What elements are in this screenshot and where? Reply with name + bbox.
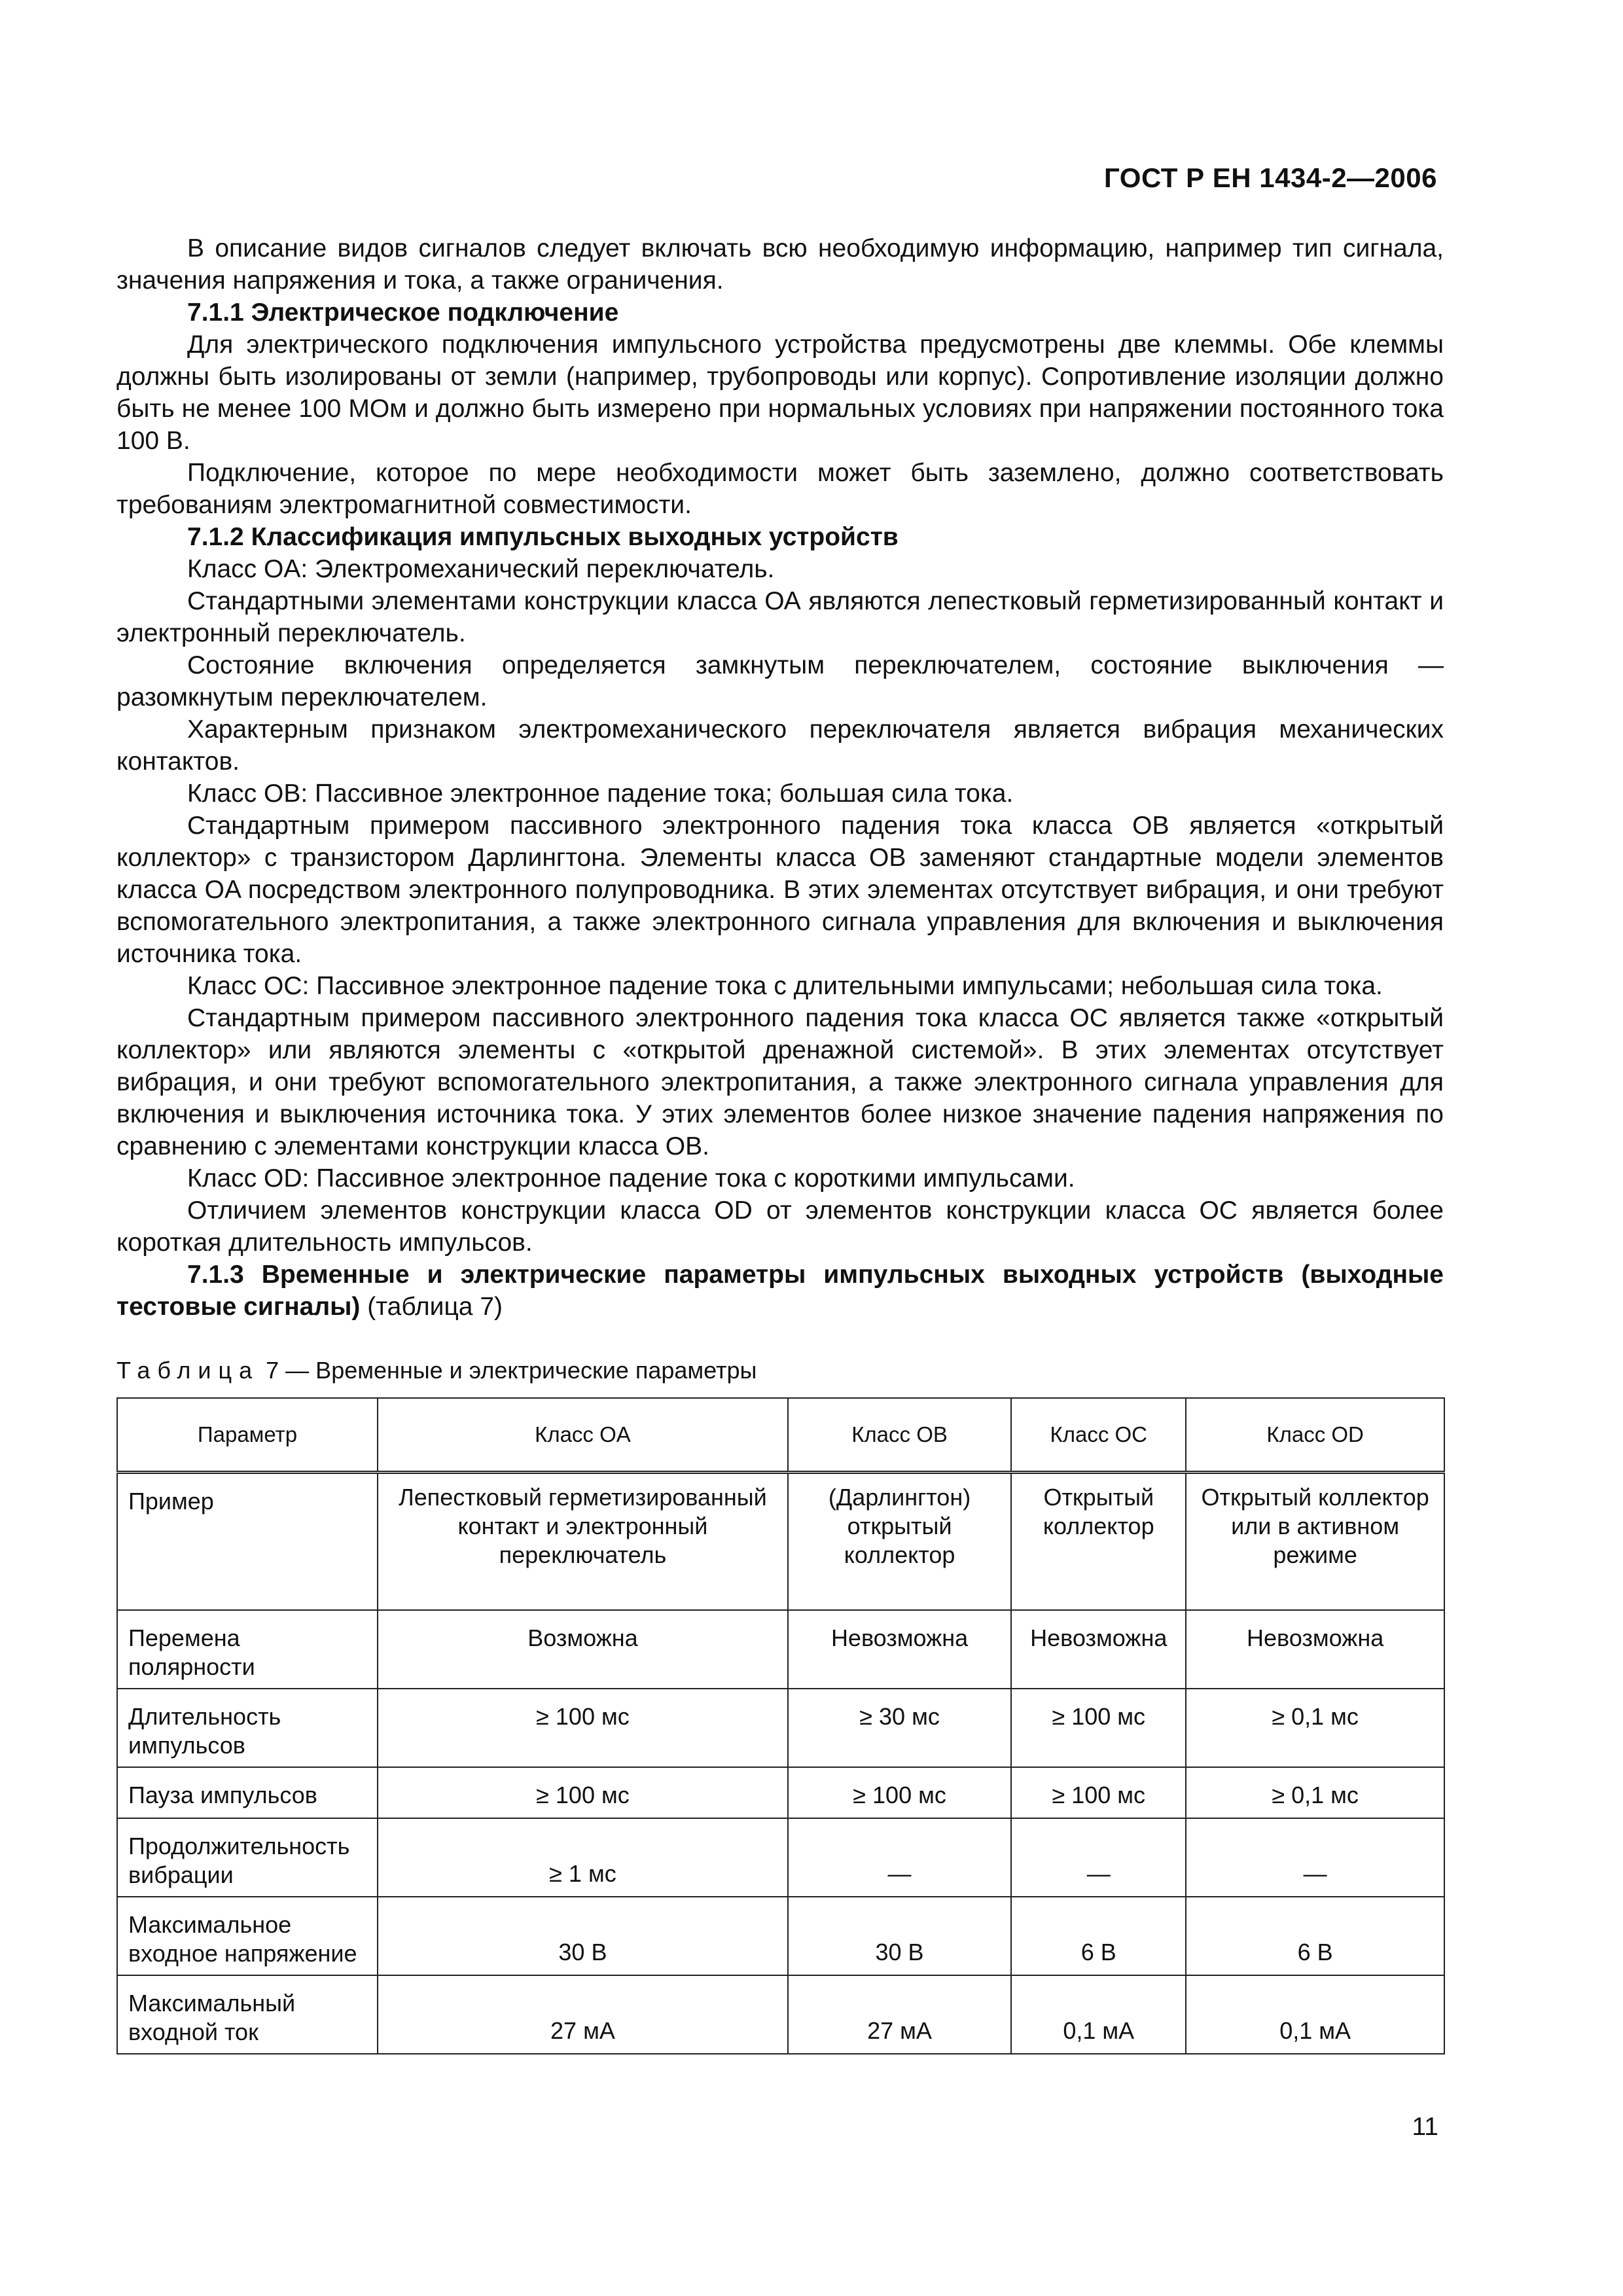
paragraph: Стандартным примером пассивного электронного падения тока класса OC является также «открытый коллектор» или являются элементы с «открытой дренажной системой». В этих элементах отсутствует вибрация, и они требуют вспомогательного электропитания, а также электронного сигнала управления для включения и выключения источника тока. У этих элементов более низкое значение падения напряжения по сравнению с элементами конструкции класса OB. xyxy=(116,1004,1444,1160)
table-cell: 27 мА xyxy=(788,1975,1011,2054)
document-code: ГОСТ Р ЕН 1434-2—2006 xyxy=(1104,162,1437,193)
table-cell: 0,1 мА xyxy=(1011,1975,1186,2054)
row-label: Максимальный входной ток xyxy=(117,1975,378,2054)
row-label: Пауза импульсов xyxy=(117,1767,378,1818)
table-cell: (Дарлингтон) открытый коллектор xyxy=(788,1473,1011,1610)
table-cell: 6 В xyxy=(1011,1897,1186,1975)
table-row xyxy=(117,1897,1444,1975)
table-row xyxy=(117,1473,1444,1610)
page-number: 11 xyxy=(1412,2113,1438,2141)
table-row xyxy=(117,1767,1444,1818)
table-row xyxy=(117,1610,1444,1689)
table-cell: ≥ 100 мс xyxy=(1011,1689,1186,1767)
paragraph: Для электрического подключения импульсного устройства предусмотрены две клеммы. Обе клеммы должны быть изолированы от земли (например, трубопроводы или корпус). Сопротивление изоляции должно быть не менее 100 МОм и должно быть измерено при нормальных условиях при напряжении постоянного тока 100 В. xyxy=(116,331,1444,455)
column-header: Параметр xyxy=(117,1398,378,1473)
row-label: Пример xyxy=(117,1473,378,1610)
table-cell: — xyxy=(1011,1818,1186,1897)
table-cell: Возможна xyxy=(378,1610,788,1689)
table-row xyxy=(117,1689,1444,1767)
table-cell: 0,1 мА xyxy=(1186,1975,1444,2054)
table-cell: ≥ 100 мс xyxy=(378,1767,788,1818)
table-cell: ≥ 0,1 мс xyxy=(1186,1689,1444,1767)
table-cell: ≥ 100 мс xyxy=(378,1689,788,1767)
table-caption xyxy=(116,1357,757,1384)
column-header: Класс OB xyxy=(788,1398,1011,1473)
table-cell: ≥ 100 мс xyxy=(1011,1767,1186,1818)
column-header: Класс OC xyxy=(1011,1398,1186,1473)
paragraph: Класс OD: Пассивное электронное падение тока с короткими импульсами. xyxy=(187,1164,1075,1193)
table-cell: ≥ 100 мс xyxy=(788,1767,1011,1818)
paragraph: Подключение, которое по мере необходимости может быть заземлено, должно соответствовать требованиям электромагнитной совместимости. xyxy=(116,459,1444,519)
paragraph: Класс OC: Пассивное электронное падение тока с длительными импульсами; небольшая сила тока. xyxy=(187,972,1383,1000)
table-header-row xyxy=(117,1398,1444,1473)
table-cell: ≥ 30 мс xyxy=(788,1689,1011,1767)
table-row xyxy=(117,1975,1444,2054)
paragraph: Состояние включения определяется замкнутым переключателем, состояние выключения — разомкнутым переключателем. xyxy=(116,651,1444,711)
table-cell: 27 мА xyxy=(378,1975,788,2054)
paragraph: Класс OB: Пассивное электронное падение тока; большая сила тока. xyxy=(187,780,1014,808)
table-cell: ≥ 0,1 мс xyxy=(1186,1767,1444,1818)
table-cell: Открытый коллектор или в активном режиме xyxy=(1186,1473,1444,1610)
table-cell: 30 В xyxy=(378,1897,788,1975)
table-reference: (таблица 7) xyxy=(360,1293,503,1321)
table-cell: 6 В xyxy=(1186,1897,1444,1975)
row-label: Длительность импульсов xyxy=(117,1689,378,1767)
row-label: Продолжительность вибрации xyxy=(117,1818,378,1897)
column-header: Класс OD xyxy=(1186,1398,1444,1473)
paragraph: Стандартным примером пассивного электронного падения тока класса OB является «открытый коллектор» с транзистором Дарлингтона. Элементы класса OB заменяют стандартные модели элементов класса OA посредством электронного полупроводника. В этих элементах отсутствует вибрация, и они требуют вспомогательного электропитания, а также электронного сигнала управления для включения и выключения источника тока. xyxy=(116,812,1444,968)
table-cell: Невозможна xyxy=(1011,1610,1186,1689)
table-caption-title: 7 — Временные и электрические параметры xyxy=(259,1357,757,1384)
table-cell: — xyxy=(788,1818,1011,1897)
table-cell: ≥ 1 мс xyxy=(378,1818,788,1897)
row-label: Максимальное входное напряжение xyxy=(117,1897,378,1975)
paragraph: Стандартными элементами конструкции класса ОА являются лепестковый герметизированный контакт и электронный переключатель. xyxy=(116,587,1444,647)
parameters-table xyxy=(116,1397,1445,2054)
column-header: Класс OA xyxy=(378,1398,788,1473)
table-cell: Невозможна xyxy=(1186,1610,1444,1689)
section-heading xyxy=(116,1259,1444,1323)
table-caption-label: Таблица xyxy=(116,1357,260,1384)
body-text xyxy=(116,232,1444,1323)
table-cell: — xyxy=(1186,1818,1444,1897)
paragraph: Класс OA: Электромеханический переключатель. xyxy=(187,555,775,583)
table-cell: Лепестковый герметизированный контакт и электронный переключатель xyxy=(378,1473,788,1610)
section-heading: 7.1.2 Классификация импульсных выходных устройств xyxy=(187,523,899,551)
table-row xyxy=(117,1818,1444,1897)
row-label: Перемена полярности xyxy=(117,1610,378,1689)
section-heading: 7.1.1 Электрическое подключение xyxy=(187,298,619,327)
section-heading-text: 7.1.3 Временные и электрические параметры импульсных выходных устройств (выходные тестовые сигналы) xyxy=(116,1261,1444,1321)
table-cell: Невозможна xyxy=(788,1610,1011,1689)
paragraph: В описание видов сигналов следует включать всю необходимую информацию, например тип сигнала, значения напряжения и тока, а также ограничения. xyxy=(116,234,1444,295)
table-cell: Открытый коллектор xyxy=(1011,1473,1186,1610)
paragraph: Характерным признаком электромеханического переключателя является вибрация механических контактов. xyxy=(116,715,1444,776)
table-cell: 30 В xyxy=(788,1897,1011,1975)
paragraph: Отличием элементов конструкции класса OD от элементов конструкции класса OC является более короткая длительность импульсов. xyxy=(116,1196,1444,1257)
